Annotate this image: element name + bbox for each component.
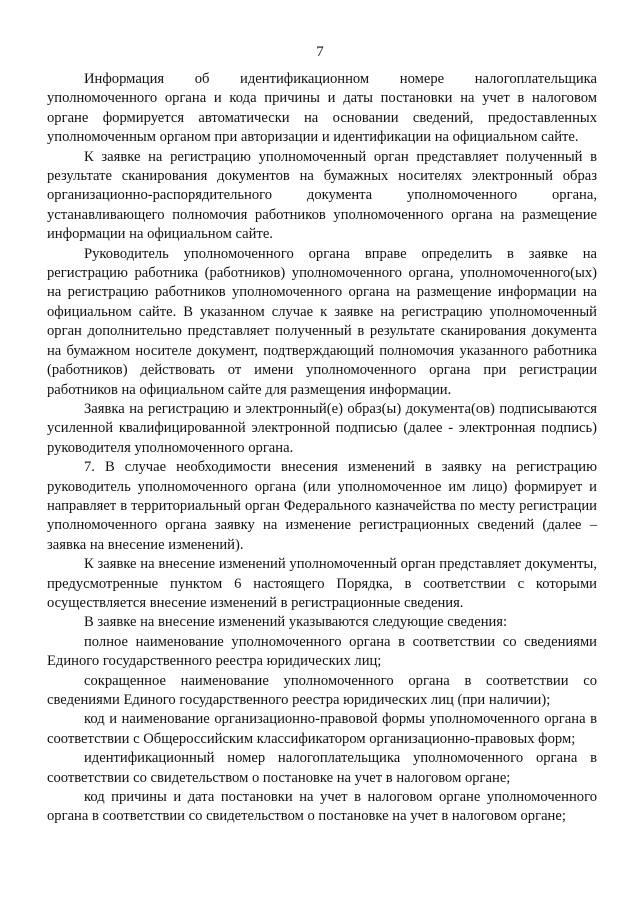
paragraph: Руководитель уполномоченного органа вправе определить в заявке на регистрацию работника (работников) уполномоченного органа, уполномоченного(ых) на регистрацию работников уполномоченного органа на размещение информации на официальном сайте. В указанном случае к заявке на регистрацию уполномоченный орган дополнительно представляет полученный в результате сканирования документа на бумажном носителе документ, подтверждающий полномочия указанного работника (работников) действовать от имени уполномоченного органа при регистрации работников на официальном сайте для размещения информации. [47, 245, 597, 398]
paragraph: 7. В случае необходимости внесения изменений в заявку на регистрацию руководитель уполномоченного органа (или уполномоченное им лицо) формирует и направляет в территориальный орган Федерального казначейства по месту регистрации уполномоченного органа заявку на изменение регистрационных сведений (далее – заявка на внесение изменений). [47, 459, 597, 553]
paragraph: К заявке на регистрацию уполномоченный орган представляет полученный в результате сканирования документов на бумажных носителях электронный образ организационно-распорядительного документа уполномоченного органа, устанавливающего полномочия работников уполномоченного органа на размещение информации на официальном сайте. [47, 148, 597, 243]
document-body [47, 70, 597, 827]
page-number: 7 [316, 44, 324, 60]
list-paragraph: полное наименование уполномоченного органа в соответствии со сведениями Единого государственного реестра юридических лиц; [47, 633, 597, 670]
paragraph: В заявке на внесение изменений указываются следующие сведения: [84, 614, 508, 631]
list-paragraph: сокращенное наименование уполномоченного органа в соответствии со сведениями Единого государственного реестра юридических лиц (при наличии); [47, 672, 597, 708]
paragraph: Информация об идентификационном номере налогоплательщика уполномоченного органа и кода причины и даты постановки на учет в налоговом органе формируется автоматически на основании сведений, предоставленных уполномоченным органом при авторизации и идентификации на официальном сайте. [47, 71, 597, 146]
paragraph: Заявка на регистрацию и электронный(е) образ(ы) документа(ов) подписываются усиленной квалифицированной электронной подписью (далее - электронная подпись) руководителя уполномоченного органа. [47, 400, 597, 456]
list-paragraph: идентификационный номер налогоплательщика уполномоченного органа в соответствии со свидетельством о постановке на учет в налоговом органе; [47, 750, 597, 786]
list-paragraph: код причины и дата постановки на учет в налоговом органе уполномоченного органа в соответствии со свидетельством о постановке на учет в налоговом органе; [47, 789, 597, 825]
list-paragraph: код и наименование организационно-правовой формы уполномоченного органа в соответствии с Общероссийским классификатором организационно-правовых форм; [47, 711, 597, 747]
paragraph: К заявке на внесение изменений уполномоченный орган представляет документы, предусмотренные пунктом 6 настоящего Порядка, в соответствии с которыми осуществляется внесение изменений в регистрационные сведения. [47, 556, 597, 611]
